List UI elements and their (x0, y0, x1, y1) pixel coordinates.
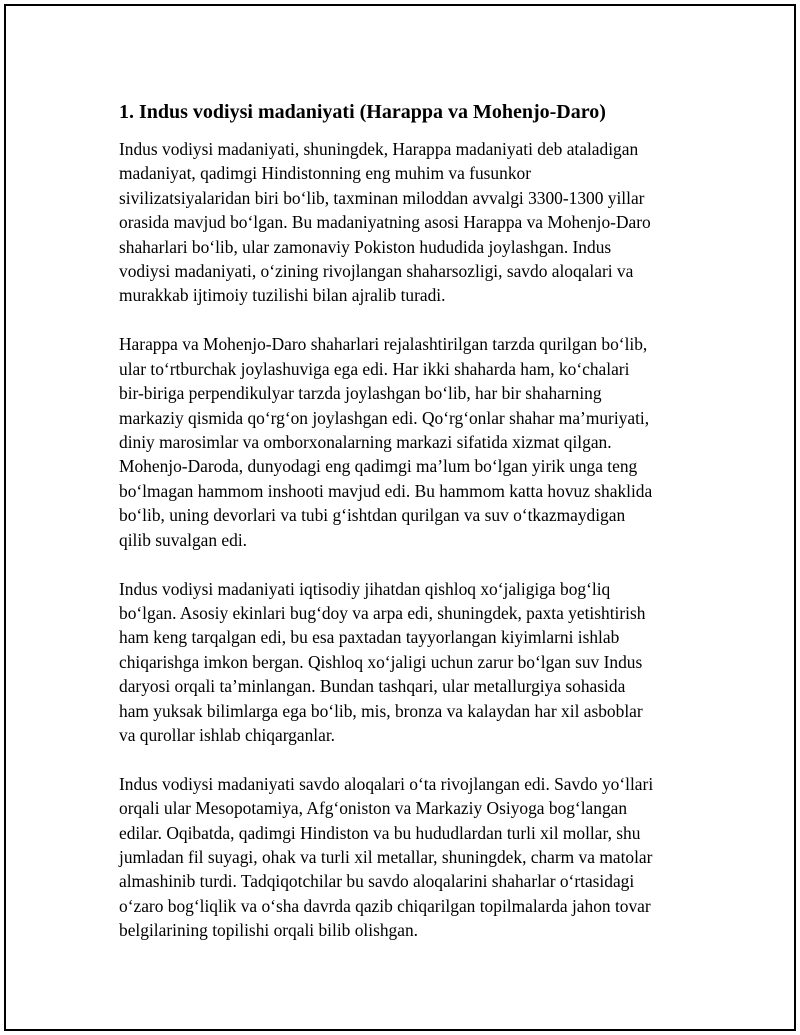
paragraph-1 (119, 137, 709, 308)
text-line: Indus vodiysi madaniyati savdo aloqalari o‘ta rivojlangan edi. Savdo yo‘llari (119, 773, 654, 794)
text-line: Harappa va Mohenjo-Daro shaharlari rejalashtirilgan tarzda qurilgan bo‘lib, (119, 334, 648, 355)
text-line: ham yuksak bilimlarga ega bo‘lib, mis, bronza va kalaydan har xil asboblar (119, 700, 643, 721)
text-line: ular to‘rtburchak joylashuviga ega edi. Har ikki shaharda ham, ko‘chalari (119, 358, 630, 379)
text-line: orasida mavjud bo‘lgan. Bu madaniyatning asosi Harappa va Mohenjo-Daro (119, 212, 651, 233)
text-line: bo‘lib, uning devorlari va tubi g‘ishtdan qurilgan va suv o‘tkazmaydigan (119, 505, 626, 526)
text-line: bo‘lmagan hammom inshooti mavjud edi. Bu hammom katta hovuz shaklida (119, 480, 653, 501)
paragraph-3 (119, 577, 709, 748)
text-line: bir-biriga perpendikulyar tarzda joylashgan bo‘lib, har bir shaharning (119, 383, 602, 404)
paragraph-2 (119, 332, 709, 552)
text-line: daryosi orqali ta’minlangan. Bundan tashqari, ular metallurgiya sohasida (119, 676, 626, 697)
text-line: vodiysi madaniyati, o‘zining rivojlangan shaharsozligi, savdo aloqalari va (119, 261, 634, 282)
text-line: almashinib turdi. Tadqiqotchilar bu savdo aloqalarini shaharlar o‘rtasidagi (119, 871, 635, 892)
text-line: sivilizatsiyalaridan biri bo‘lib, taxminan miloddan avvalgi 3300-1300 yillar (119, 187, 645, 208)
text-line: o‘zaro bog‘liqlik va o‘sha davrda qazib chiqarilgan topilmalarda jahon tovar (119, 895, 651, 916)
text-line: orqali ular Mesopotamiya, Afg‘oniston va Markaziy Osiyoga bog‘langan (119, 798, 628, 819)
text-line: edilar. Oqibatda, qadimgi Hindiston va bu hududlardan turli xil mollar, shu (119, 822, 641, 843)
text-line: va qurollar ishlab chiqarganlar. (119, 724, 336, 745)
page-frame (4, 4, 796, 1031)
text-line: qilib suvalgan edi. (119, 529, 247, 550)
text-line: murakkab ijtimoiy tuzilishi bilan ajralib turadi. (119, 285, 446, 306)
text-line: ham keng tarqalgan edi, bu esa paxtadan tayyorlangan kiyimlarni ishlab (119, 627, 620, 648)
text-line: madaniyat, qadimgi Hindistonning eng muhim va fusunkor (119, 163, 532, 184)
text-line: markaziy qismida qo‘rg‘on joylashgan edi. Qo‘rg‘onlar shahar ma’muriyati, (119, 407, 650, 428)
paragraph-4 (119, 772, 709, 943)
text-line: shaharlari bo‘lib, ular zamonaviy Pokiston hududida joylashgan. Indus (119, 236, 612, 257)
text-line: belgilarining topilishi orqali bilib olishgan. (119, 920, 418, 941)
text-line: diniy marosimlar va omborxonalarning markazi sifatida xizmat qilgan. (119, 431, 612, 452)
text-line: jumladan fil suyagi, ohak va turli xil metallar, shuningdek, charm va matolar (119, 847, 653, 868)
document-body (119, 98, 709, 967)
text-line: Indus vodiysi madaniyati, shuningdek, Harappa madaniyati deb ataladigan (119, 139, 639, 159)
text-line: bo‘lgan. Asosiy ekinlari bug‘doy va arpa edi, shuningdek, paxta yetishtirish (119, 602, 646, 623)
section-heading: 1. Indus vodiysi madaniyati (Harappa va Mohenjo-Daro) (119, 101, 606, 123)
text-line: chiqarishga imkon bergan. Qishloq xo‘jaligi uchun zarur bo‘lgan suv Indus (119, 651, 643, 672)
text-line: Mohenjo-Daroda, dunyodagi eng qadimgi ma’lum bo‘lgan yirik unga teng (119, 456, 638, 477)
text-line: Indus vodiysi madaniyati iqtisodiy jihatdan qishloq xo‘jaligiga bog‘liq (119, 578, 611, 599)
